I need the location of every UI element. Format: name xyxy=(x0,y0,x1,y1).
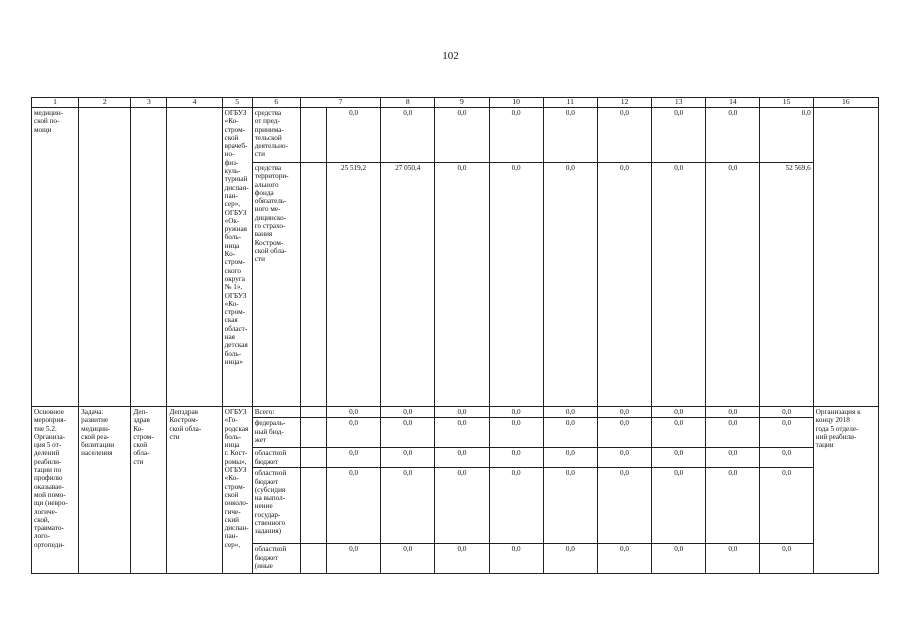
header-cell-11: 11 xyxy=(543,98,597,108)
item.c5-line: гиче- xyxy=(224,507,241,516)
header-cell-8: 8 xyxy=(381,98,435,108)
cont.rows.1.source-line: Костром- xyxy=(254,238,284,247)
item.c5-line: онколо- xyxy=(224,499,249,508)
header-cell-4: 4 xyxy=(167,98,222,108)
value-cell: 0,0 xyxy=(543,108,597,163)
item.c4-line: Депздрав xyxy=(169,408,199,416)
header-cell-16: 16 xyxy=(813,98,878,108)
cont.c5-line: ская xyxy=(224,316,238,325)
cont.rows.0.source-line: от пред- xyxy=(254,117,280,126)
item.rows.4.source-line: (иные xyxy=(254,561,273,570)
item.rows.2.source-line: областной xyxy=(254,449,287,458)
cont.rows.0.source-line: средства xyxy=(254,109,282,117)
item.rows.4.source-line: областной xyxy=(254,545,287,554)
item.c3-line: Деп- xyxy=(133,408,148,416)
value-cell: 0,0 xyxy=(381,108,435,163)
value-cell: 0,0 xyxy=(543,418,597,448)
spacer-cell xyxy=(300,418,326,448)
item.c5-line: ница xyxy=(224,441,240,450)
item.rows.3.source-line: ственного xyxy=(254,519,286,528)
cont.rows.1.source-line: го страхо- xyxy=(254,222,286,231)
cell-col1 xyxy=(32,108,79,407)
value-cell: 0,0 xyxy=(326,448,380,468)
value-cell: 0,0 xyxy=(706,407,760,418)
item.rows.0.source-line: Всего: xyxy=(254,408,275,416)
cont.c5-line: «Ок- xyxy=(224,216,240,225)
value-cell: 52 569,6 xyxy=(760,163,813,407)
item.c1-line: профилю xyxy=(34,474,63,483)
cont.rows.1.source-line: вания xyxy=(254,230,273,239)
item.c1-line: травмато- xyxy=(34,524,64,533)
value-cell: 0,0 xyxy=(760,418,813,448)
cont.c5-line: Ко- xyxy=(224,250,236,259)
cont.rows.0.source-line: принима- xyxy=(254,125,284,134)
value-cell: 0,0 xyxy=(706,544,760,574)
item.rows.2.source-line: бюджет xyxy=(254,457,279,466)
header-cell-14: 14 xyxy=(706,98,760,108)
value-cell: 0,0 xyxy=(652,418,706,448)
header-cell-1: 1 xyxy=(32,98,79,108)
cont.c5-line: ОГБУЗ xyxy=(224,291,247,300)
header-cell-10: 10 xyxy=(489,98,543,108)
value-cell: 0,0 xyxy=(435,108,489,163)
value-cell: 0,0 xyxy=(760,468,813,544)
value-cell: 0,0 xyxy=(706,163,760,407)
cont.c5-line: физ- xyxy=(224,158,239,167)
cont.c5-line: ница» xyxy=(224,357,243,366)
item.c5-line: г. Кост- xyxy=(224,449,248,458)
value-cell: 0,0 xyxy=(543,468,597,544)
source-cell xyxy=(252,163,300,407)
value-cell: 0,0 xyxy=(652,468,706,544)
header-cell-13: 13 xyxy=(652,98,706,108)
value-cell: 0,0 xyxy=(435,448,489,468)
value-cell: 0,0 xyxy=(489,418,543,448)
value-cell: 0,0 xyxy=(543,544,597,574)
value-cell: 0,0 xyxy=(597,407,651,418)
item.rows.1.source-line: ный бюд- xyxy=(254,427,284,436)
item.c2-line: развитие xyxy=(81,416,109,425)
cell-col5 xyxy=(222,407,252,574)
cell-col5 xyxy=(222,108,252,407)
cont.rows.1.source-line: дицинско- xyxy=(254,213,287,222)
item.c1-line: Основное xyxy=(34,408,64,416)
item.c1-line: ция 5 от- xyxy=(34,441,62,450)
item.rows.3.source-line: нение xyxy=(254,502,273,511)
header-cell-15: 15 xyxy=(760,98,813,108)
header-cell-6: 6 xyxy=(252,98,300,108)
item.c1-line: оказывае- xyxy=(34,482,64,491)
value-cell: 0,0 xyxy=(326,544,380,574)
cont.c5-line: диспан- xyxy=(224,183,249,192)
cont.c5-line: но- xyxy=(224,150,235,159)
cont.rows.1.source-line: ской обла- xyxy=(254,246,287,255)
item.c3-line: ской xyxy=(133,441,148,450)
value-cell: 0,0 xyxy=(652,448,706,468)
cont.c5-line: сер», xyxy=(224,200,241,209)
value-cell: 0,0 xyxy=(597,468,651,544)
value-cell: 0,0 xyxy=(543,407,597,418)
item.rows.1.source-line: жет xyxy=(254,435,266,444)
item.rows.4.source-line: бюджет xyxy=(254,553,279,562)
source-cell xyxy=(252,448,300,468)
spacer-cell xyxy=(300,163,326,407)
item.c1-line: ортопеди- xyxy=(34,540,65,549)
value-cell: 0,0 xyxy=(326,418,380,448)
item.c3-line: сти xyxy=(133,457,144,466)
cont.c5-line: стром- xyxy=(224,125,246,134)
item.rows.3.source-line: бюджет xyxy=(254,477,279,486)
cell-col2 xyxy=(79,108,131,407)
cont.rows.0.source-line: тельской xyxy=(254,133,282,142)
value-cell: 0,0 xyxy=(435,163,489,407)
cont.c5-line: ОГБУЗ xyxy=(224,208,247,217)
value-cell: 0,0 xyxy=(489,407,543,418)
value-cell: 0,0 xyxy=(489,448,543,468)
cont.c5-line: стром- xyxy=(224,308,246,317)
value-cell: 0,0 xyxy=(489,468,543,544)
cont.c5-line: стром- xyxy=(224,258,246,267)
value-cell: 0,0 xyxy=(326,468,380,544)
spacer-cell xyxy=(300,468,326,544)
value-cell: 0,0 xyxy=(489,163,543,407)
item.c1-line: ской, xyxy=(34,515,50,524)
item.c1-line: делений xyxy=(34,449,60,458)
item.c5-line: ской xyxy=(224,490,239,499)
value-cell: 0,0 xyxy=(597,544,651,574)
value-cell: 0,0 xyxy=(652,544,706,574)
cont.c5-line: детская xyxy=(224,341,248,350)
header-cell-9: 9 xyxy=(435,98,489,108)
value-cell: 0,0 xyxy=(597,448,651,468)
item.c5-line: диспан- xyxy=(224,524,249,533)
value-cell: 0,0 xyxy=(652,163,706,407)
item.c1-line: лого- xyxy=(34,532,50,541)
item.c5-line: родская xyxy=(224,424,249,433)
header-cell-12: 12 xyxy=(597,98,651,108)
value-cell: 0,0 xyxy=(326,407,380,418)
cont.c5-line: ского xyxy=(224,266,241,275)
cont.rows.1.source-line: фонда xyxy=(254,188,274,197)
value-cell: 0,0 xyxy=(760,544,813,574)
item.c2-line: ской реа- xyxy=(81,432,110,441)
item.c1-line: щи (невро- xyxy=(34,499,68,508)
cont.c5-line: боль- xyxy=(224,349,242,358)
cont.c5-line: турный xyxy=(224,175,248,184)
item.c16-line: концу 2018 xyxy=(815,416,850,425)
spacer-cell xyxy=(300,448,326,468)
cont.rows.1.source-line: обязатель- xyxy=(254,197,287,206)
value-cell: 0,0 xyxy=(652,407,706,418)
item.c4-line: ской обла- xyxy=(169,424,202,433)
cont.c5-line: куль- xyxy=(224,167,241,176)
cell-col4 xyxy=(167,407,222,574)
cont.c5-line: врачеб- xyxy=(224,142,248,151)
value-cell: 0,0 xyxy=(543,163,597,407)
source-cell xyxy=(252,407,300,418)
page-number: 102 xyxy=(442,50,459,62)
cell-col2 xyxy=(79,407,131,574)
item.c2-line: Задача: xyxy=(81,408,104,416)
value-cell: 0,0 xyxy=(489,544,543,574)
value-cell: 0,0 xyxy=(381,418,435,448)
item.c5-line: ский xyxy=(224,515,240,524)
cell-col4 xyxy=(167,108,222,407)
value-cell: 0,0 xyxy=(435,407,489,418)
value-cell: 0,0 xyxy=(760,407,813,418)
cell-col3 xyxy=(131,407,167,574)
value-cell: 0,0 xyxy=(597,163,651,407)
value-cell: 0,0 xyxy=(381,407,435,418)
cont.rows.0.source-line: деятельно- xyxy=(254,142,288,151)
cont.c5-line: округа xyxy=(224,274,245,283)
value-cell: 0,0 xyxy=(760,448,813,468)
cont.rows.1.source-line: территори- xyxy=(254,172,289,181)
item.rows.1.source-line: федераль- xyxy=(254,419,286,428)
item.c1-line: тации по xyxy=(34,466,62,475)
cell-col16 xyxy=(813,108,878,407)
cell-col16 xyxy=(813,407,878,574)
cont.c5-line: боль- xyxy=(224,233,242,242)
cont.c5-line: № 1», xyxy=(224,283,243,292)
value-cell: 0,0 xyxy=(381,468,435,544)
header-cell-5: 5 xyxy=(222,98,252,108)
item.c2-line: населения xyxy=(81,449,113,458)
item.c5-line: «Ко- xyxy=(224,474,239,483)
value-cell: 0,0 xyxy=(706,468,760,544)
item.c3-line: стром- xyxy=(133,432,154,441)
value-cell: 0,0 xyxy=(326,108,380,163)
value-cell: 0,0 xyxy=(381,448,435,468)
budget-table xyxy=(31,97,879,574)
value-cell: 0,0 xyxy=(652,108,706,163)
item.c5-line: боль- xyxy=(224,432,242,441)
header-cell-7: 7 xyxy=(300,98,380,108)
cont.c1-line: мощи xyxy=(34,125,52,134)
value-cell: 0,0 xyxy=(706,448,760,468)
cont.rows.1.source-line: ального xyxy=(254,180,279,189)
value-cell: 0,0 xyxy=(706,108,760,163)
item.c5-line: стром- xyxy=(224,482,246,491)
cont.c5-line: «Ко- xyxy=(224,117,239,126)
value-cell: 0,0 xyxy=(435,544,489,574)
value-cell: 25 519,2 xyxy=(326,163,380,407)
item.c2-line: медицин- xyxy=(81,424,111,433)
cont.c1-line: медицин- xyxy=(34,109,64,117)
source-cell xyxy=(252,108,300,163)
item.c16-line: Организация к xyxy=(815,408,861,416)
value-cell: 0,0 xyxy=(597,418,651,448)
value-cell: 0,0 xyxy=(706,418,760,448)
item.c1-line: Организа- xyxy=(34,432,66,441)
value-cell: 0,0 xyxy=(435,418,489,448)
cont.rows.1.source-line: ного ме- xyxy=(254,205,281,214)
item.c1-line: тие 5.2. xyxy=(34,424,57,433)
item.c5-line: ромы», xyxy=(224,457,247,466)
item.rows.3.source-line: государ- xyxy=(254,510,281,519)
item.c16-line: года 5 отделе- xyxy=(815,424,859,433)
item.c5-line: «Го- xyxy=(224,416,238,425)
item.c5-line: ОГБУЗ xyxy=(224,408,247,416)
item.c1-line: логиче- xyxy=(34,507,58,516)
cont.c5-line: пан- xyxy=(224,191,238,200)
header-row xyxy=(32,98,879,108)
item.c5-line: пан- xyxy=(224,532,238,541)
value-cell: 27 050,4 xyxy=(381,163,435,407)
item.c1-line: мероприя- xyxy=(34,416,66,425)
header-cell-3: 3 xyxy=(131,98,167,108)
cont.c5-line: ница xyxy=(224,241,240,250)
item.c3-line: обла- xyxy=(133,449,150,458)
cont.c5-line: ружная xyxy=(224,225,247,234)
value-cell: 0,0 xyxy=(489,108,543,163)
value-cell: 0,0 xyxy=(435,468,489,544)
item.rows.3.source-line: областной xyxy=(254,469,287,478)
source-cell xyxy=(252,418,300,448)
item.c16-line: ний реабили- xyxy=(815,432,857,441)
spacer-cell xyxy=(300,108,326,163)
item.c5-line: сер», xyxy=(224,540,241,549)
cont.rows.1.source-line: средства xyxy=(254,164,282,172)
cont.c1-line: ской по- xyxy=(34,117,60,126)
cont.c5-line: област- xyxy=(224,324,248,333)
spacer-cell xyxy=(300,407,326,418)
item.c4-line: Костром- xyxy=(169,416,199,425)
source-cell xyxy=(252,468,300,544)
item.c16-line: тации xyxy=(815,441,834,450)
header-cell-2: 2 xyxy=(79,98,131,108)
cell-col1 xyxy=(32,407,79,574)
item.rows.3.source-line: (субсидия xyxy=(254,485,286,494)
cont.c5-line: «Ко- xyxy=(224,299,239,308)
cont.c5-line: ской xyxy=(224,133,239,142)
item.c3-line: здрав xyxy=(133,416,150,425)
item.c3-line: Ко- xyxy=(133,424,144,433)
item.rows.3.source-line: на выпол- xyxy=(254,494,286,503)
cont.c5-line: ОГБУЗ xyxy=(224,109,247,117)
item.c1-line: мой помо- xyxy=(34,490,66,499)
item.c4-line: сти xyxy=(169,432,180,441)
cell-col3 xyxy=(131,108,167,407)
value-cell: 0,0 xyxy=(597,108,651,163)
source-cell xyxy=(252,544,300,574)
item.rows.3.source-line: задания) xyxy=(254,527,282,536)
spacer-cell xyxy=(300,544,326,574)
table-row xyxy=(32,407,879,418)
item.c5-line: ОГБУЗ xyxy=(224,466,247,475)
value-cell: 0,0 xyxy=(760,108,813,163)
cont.rows.1.source-line: сти xyxy=(254,255,265,264)
value-cell: 0,0 xyxy=(381,544,435,574)
value-cell: 0,0 xyxy=(543,448,597,468)
item.c1-line: реабили- xyxy=(34,457,62,466)
table-row xyxy=(32,108,879,163)
cont.rows.0.source-line: сти xyxy=(254,150,265,159)
cont.c5-line: ная xyxy=(224,333,235,342)
item.c2-line: билитации xyxy=(81,441,115,450)
